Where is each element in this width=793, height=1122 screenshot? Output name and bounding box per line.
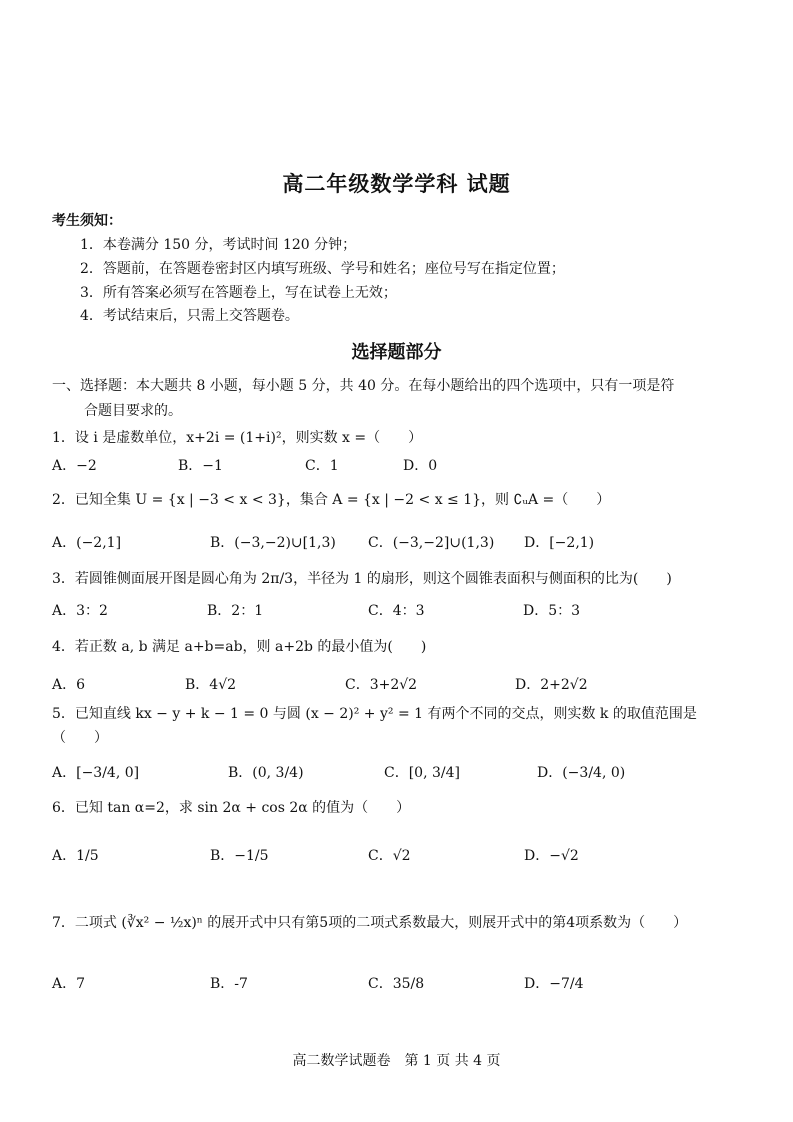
- option-b: B．(−3,−2)∪[1,3): [210, 535, 336, 551]
- notice-item: 1．本卷满分 150 分，考试时间 120 分钟；: [80, 237, 357, 253]
- option-a: A．−2: [52, 458, 97, 474]
- option-b: B．-7: [210, 976, 248, 992]
- option-b: B．2：1: [207, 603, 264, 619]
- option-c: C．1: [305, 458, 339, 474]
- question-stem: 3．若圆锥侧面展开图是圆心角为 2π/3，半径为 1 的扇形，则这个圆锥表面积与侧面积的比为( ): [52, 571, 672, 587]
- option-b: B．4√2: [185, 677, 237, 693]
- option-b: B．−1/5: [210, 848, 269, 864]
- option-a: A．3：2: [52, 603, 108, 619]
- question-stem: 2．已知全集 U = {x | −3 < x < 3}，集合 A = {x | −2 < x ≤ 1}，则 ∁ᵤA =（ ）: [52, 492, 611, 508]
- option-d: D．5：3: [523, 603, 581, 619]
- notice-item: 2．答题前，在答题卷密封区内填写班级、学号和姓名；座位号写在指定位置；: [80, 261, 565, 277]
- question-stem: 5．已知直线 kx − y + k − 1 = 0 与圆 (x − 2)² + y² = 1 有两个不同的交点，则实数 k 的取值范围是: [52, 706, 697, 722]
- page-title: 高二年级数学学科 试题: [282, 171, 511, 196]
- option-a: A．6: [52, 677, 86, 693]
- option-b: B．(0, 3/4): [228, 765, 304, 781]
- question-stem-cont: （ ）: [52, 730, 108, 746]
- option-c: C．√2: [368, 848, 411, 864]
- option-a: A．1/5: [52, 848, 99, 864]
- option-d: D．[−2,1): [524, 535, 595, 551]
- option-a: A．7: [52, 976, 86, 992]
- option-c: C．35/8: [368, 976, 425, 992]
- option-a: A．[−3/4, 0]: [52, 765, 140, 781]
- question-stem: 7．二项式 (∛x² − ½x)ⁿ 的展开式中只有第5项的二项式系数最大，则展开式中的第4项系数为（ ）: [52, 915, 688, 931]
- option-b: B．−1: [178, 458, 223, 474]
- option-a: A．(−2,1]: [52, 535, 122, 551]
- section-title: 选择题部分: [351, 342, 442, 363]
- intro-line: 合题目要求的。: [84, 403, 182, 419]
- question-stem: 1．设 i 是虚数单位，x+2i = (1+i)²，则实数 x =（ ）: [52, 430, 423, 446]
- notice-heading: 考生须知：: [52, 213, 122, 229]
- question-stem: 4．若正数 a, b 满足 a+b=ab，则 a+2b 的最小值为( ): [52, 639, 427, 655]
- option-d: D．(−3/4, 0): [537, 765, 626, 781]
- option-c: C．[0, 3/4]: [384, 765, 460, 781]
- option-d: D．0: [403, 458, 438, 474]
- notice-item: 4．考试结束后，只需上交答题卷。: [80, 308, 299, 324]
- question-stem: 6．已知 tan α=2，求 sin 2α + cos 2α 的值为（ ）: [52, 800, 411, 816]
- option-c: C．4：3: [368, 603, 425, 619]
- option-d: D．−7/4: [524, 976, 584, 992]
- notice-item: 3．所有答案必须写在答题卷上，写在试卷上无效；: [80, 285, 397, 301]
- intro-line: 一、选择题：本大题共 8 小题，每小题 5 分，共 40 分。在每小题给出的四个选项中，只有一项是符: [52, 378, 675, 394]
- option-d: D．2+2√2: [515, 677, 588, 693]
- option-c: C．(−3,−2]∪(1,3): [368, 535, 495, 551]
- page-footer: 高二数学试题卷 第 1 页 共 4 页: [292, 1053, 501, 1069]
- option-c: C．3+2√2: [345, 677, 418, 693]
- option-d: D．−√2: [524, 848, 579, 864]
